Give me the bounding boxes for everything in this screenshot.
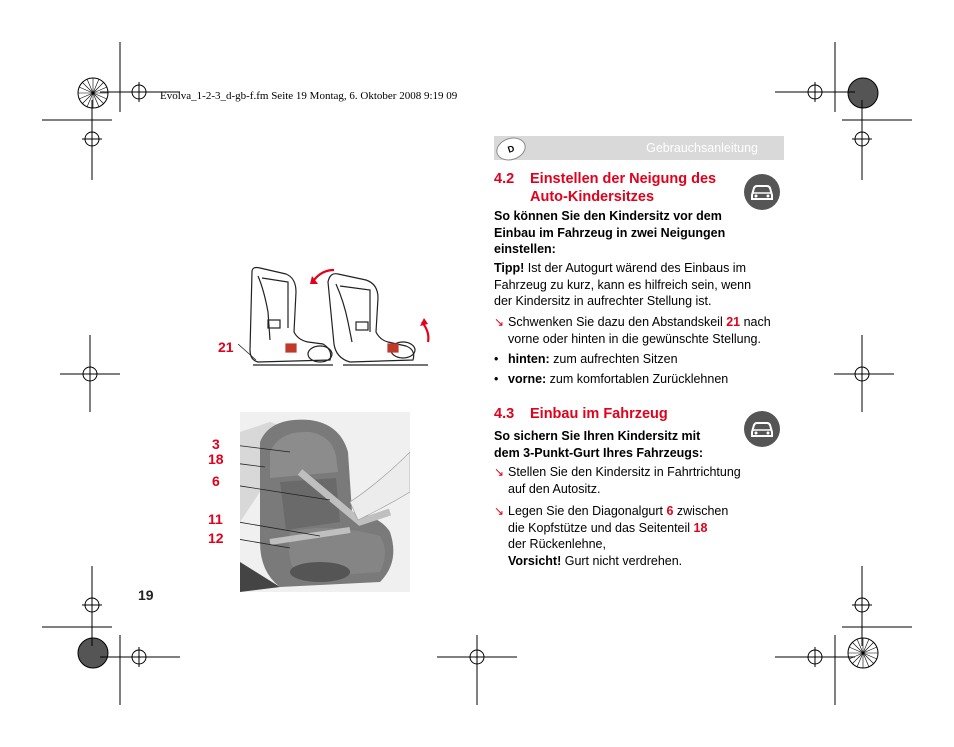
section-bar-title: Gebrauchsanleitung xyxy=(646,141,758,155)
callout-12: 12 xyxy=(208,530,224,546)
tip-paragraph xyxy=(494,260,759,310)
warning: Vorsicht! Gurt nicht verdrehen. xyxy=(508,553,683,568)
section-header-bar xyxy=(494,136,784,160)
heading-4-2 xyxy=(494,170,734,206)
ref-21: 21 xyxy=(726,315,741,329)
step-arrow-icon: ↘ xyxy=(494,465,505,479)
ref-6: 6 xyxy=(666,504,674,518)
step-arrow-icon: ↘ xyxy=(494,504,505,518)
callout-3: 3 xyxy=(212,436,220,452)
step-swivel-wedge: ↘ Schwenken Sie dazu den Abstandskeil 21 nach vorne oder hinten in die gewünschte Stellung. xyxy=(494,314,784,347)
heading-number: 4.2 xyxy=(494,171,515,187)
heading-title-line1: Einstellen der Neigung des xyxy=(530,171,717,187)
heading-title: Einbau im Fahrzeug xyxy=(530,406,668,422)
step-place-seat: ↘ Stellen Sie den Kindersitz in Fahrtrichtung auf den Autositz. xyxy=(494,465,741,496)
step-arrow-icon: ↘ xyxy=(494,315,505,329)
heading-number: 4.3 xyxy=(494,406,515,422)
bullet-back: • hinten: zum aufrechten Sitzen xyxy=(494,352,678,366)
seat-tilt-illustration xyxy=(238,262,434,372)
page-number: 19 xyxy=(138,587,154,603)
ref-18: 18 xyxy=(693,520,708,535)
callout-6: 6 xyxy=(212,473,220,489)
car-icon xyxy=(744,174,780,210)
tip-label: Tipp! xyxy=(494,261,525,275)
callout-11: 11 xyxy=(208,511,223,527)
intro-4-3: So sichern Sie Ihren Kindersitz mit dem 3-Punkt-Gurt Ihres Fahrzeugs: xyxy=(494,429,704,460)
heading-title-line2: Auto-Kindersitzes xyxy=(530,189,655,205)
bullet-front: • vorne: zum komfortablen Zurücklehnen xyxy=(494,372,729,386)
step-diagonal-belt: ↘ Legen Sie den Diagonalgurt 6 zwischen die Kopfstütze und das Seitenteil 18 der Rückenlehne, Vorsicht! Gurt nicht verdrehen. xyxy=(494,503,764,569)
heading-4-3 xyxy=(494,405,734,423)
file-info-line: Evolva_1-2-3_d-gb-f.fm Seite 19 Montag, 6. Oktober 2008 9:19 09 xyxy=(160,90,458,102)
callout-18: 18 xyxy=(208,451,224,467)
seat-installation-photo xyxy=(240,412,410,592)
callout-21: 21 xyxy=(218,339,234,355)
tip-text: Ist der Autogurt wärend des Einbaus im Fahrzeug zu kurz, kann es hilfreich sein, wenn der Kindersitz in aufrechter Stellung ist. xyxy=(494,261,752,308)
intro-4-2: So können Sie den Kindersitz vor dem Einbau im Fahrzeug in zwei Neigungen einstellen: xyxy=(494,209,726,256)
step-line2: vorne oder hinten in die gewünschte Stellung. xyxy=(508,331,761,346)
language-badge: D xyxy=(493,134,528,164)
